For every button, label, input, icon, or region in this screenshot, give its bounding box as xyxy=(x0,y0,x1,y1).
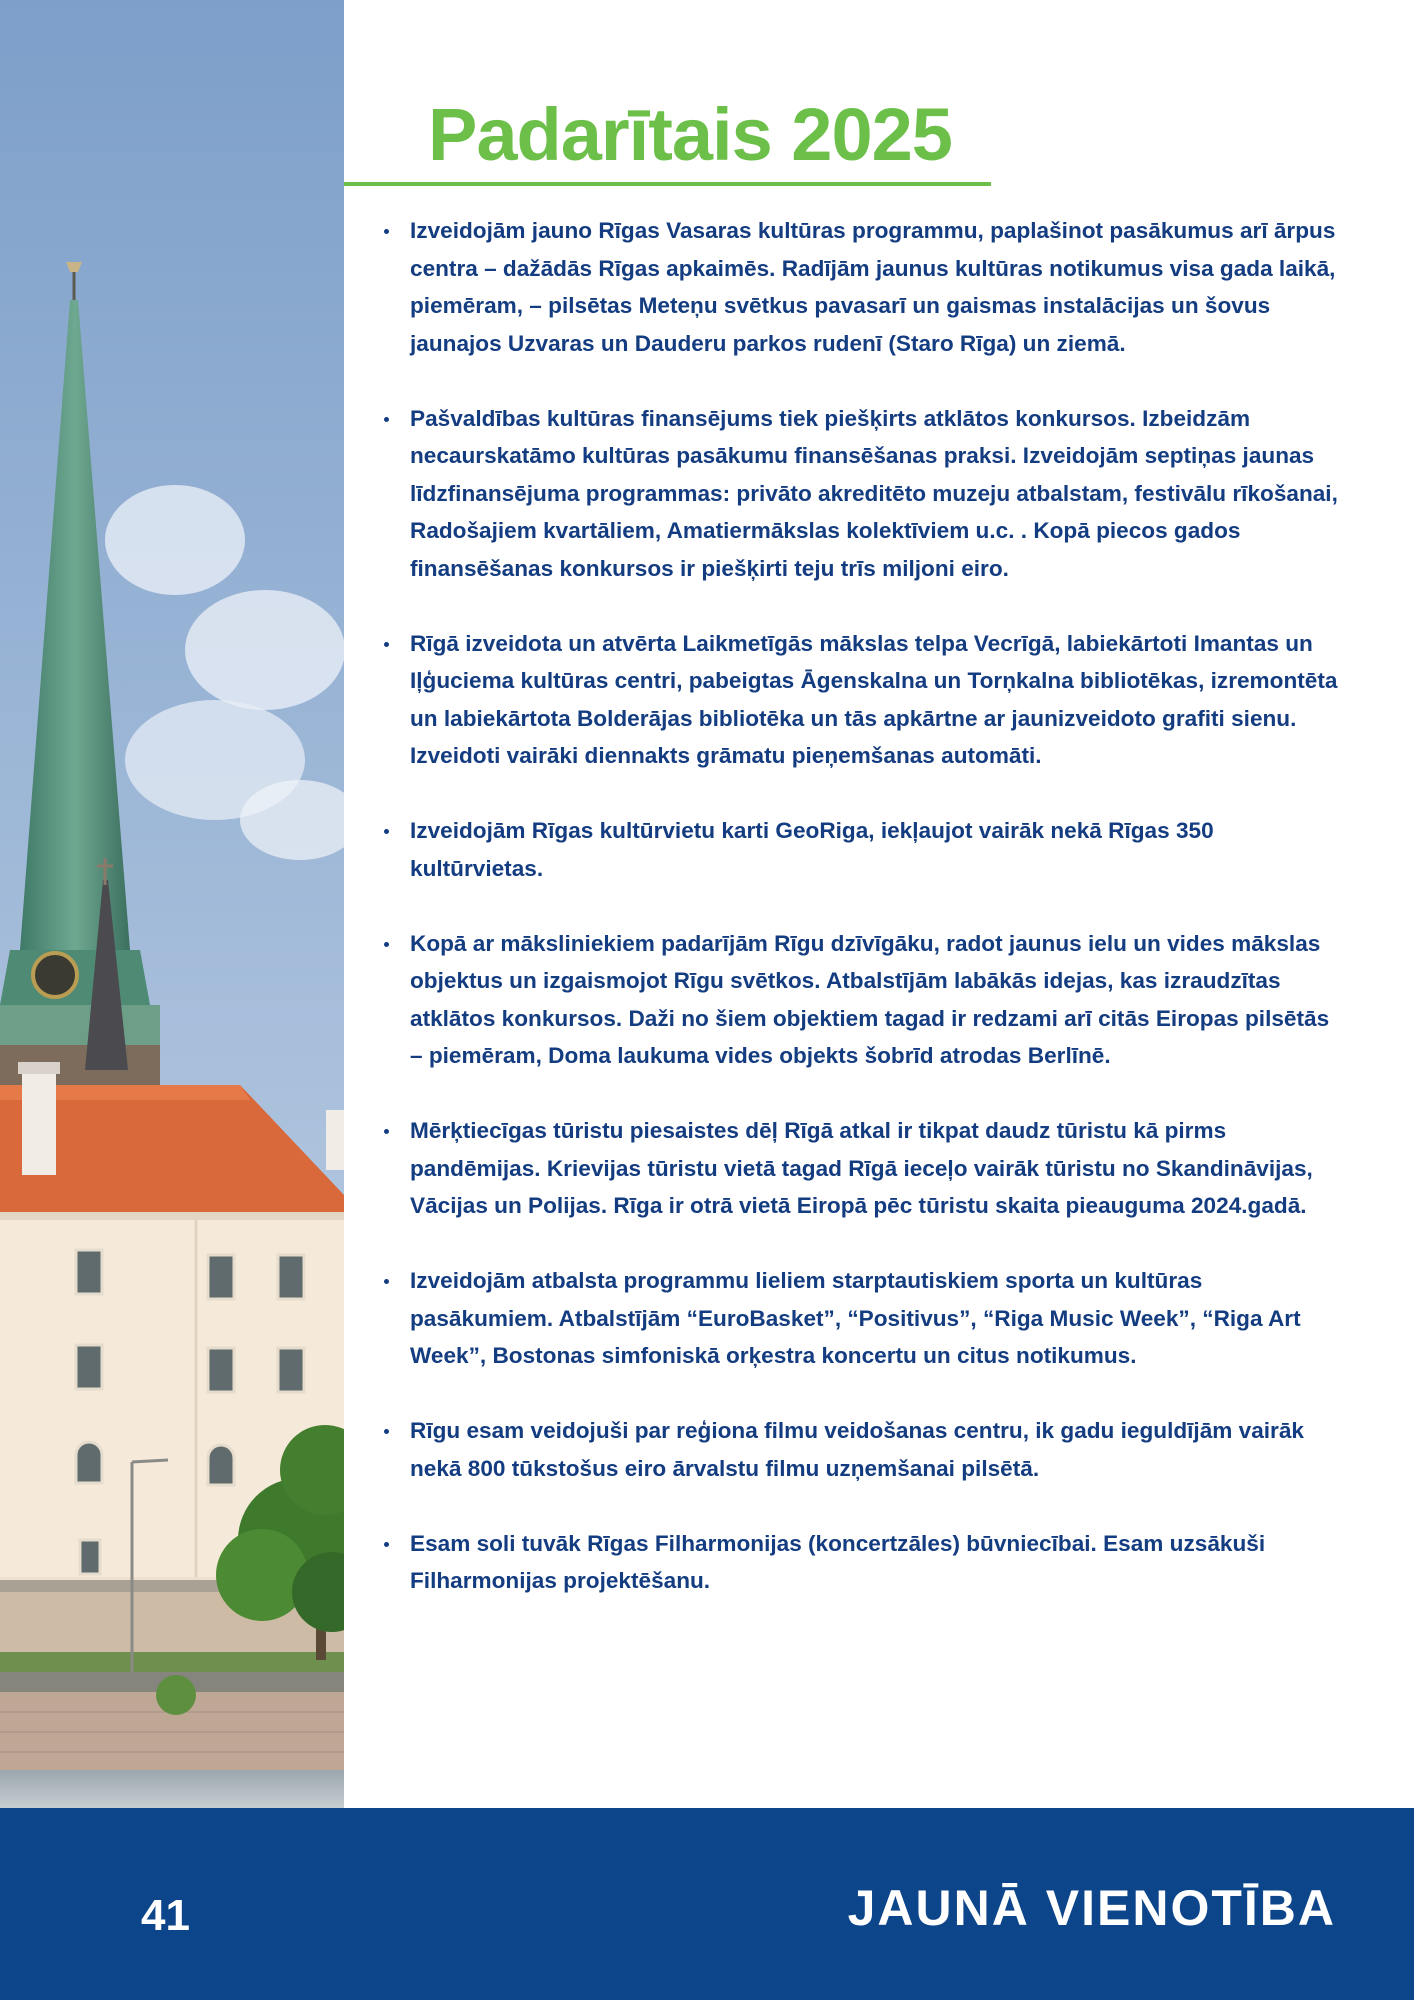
list-item xyxy=(380,1112,1340,1225)
page-number: 41 xyxy=(141,1891,190,1940)
list-item-text: Esam soli tuvāk Rīgas Filharmonijas (koncertzāles) būvniecībai. Esam uzsākuši Filharmonijas projektēšanu. xyxy=(410,1530,1266,1593)
bullet-dot-icon xyxy=(384,417,389,422)
list-item-text: Izveidojām atbalsta programmu lieliem starptautiskiem sporta un kultūras pasākumiem. Atbalstījām “EuroBasket”, “Positivus”, “Riga Music Week”, “Riga Art Week”, Bostonas simfoniskā orķestra koncertu un citus notikumus. xyxy=(410,1268,1301,1368)
bullet-dot-icon xyxy=(384,1542,389,1547)
footer-bar xyxy=(0,1808,1414,2000)
list-item xyxy=(380,1412,1340,1487)
list-item-text: Rīgā izveidota un atvērta Laikmetīgās mākslas telpa Vecrīgā, labiekārtoti Imantas un Iļģuciema kultūras centri, pabeigtas Āgenskalna un Torņkalna bibliotēkas, izremontēta un labiekārtota Bolderājas bibliotēka un tās apkārtne ar jaunizveidoto grafiti sienu. Izveidoti vairāki diennakts grāmatu pieņemšanas automāti. xyxy=(410,630,1338,768)
bullet-dot-icon xyxy=(384,829,389,834)
list-item xyxy=(380,400,1340,588)
title-underline xyxy=(344,182,991,186)
page-title: Padarītais 2025 xyxy=(428,93,952,176)
riga-castle-photo xyxy=(0,0,344,1808)
bullet-dot-icon xyxy=(384,1279,389,1284)
list-item xyxy=(380,812,1340,887)
list-item xyxy=(380,625,1340,775)
list-item xyxy=(380,1525,1340,1600)
bullet-dot-icon xyxy=(384,642,389,647)
list-item xyxy=(380,212,1340,362)
list-item-text: Izveidojām Rīgas kultūrvietu karti GeoRiga, iekļaujot vairāk nekā Rīgas 350 kultūrvietas. xyxy=(410,818,1214,881)
bullet-dot-icon xyxy=(384,1129,389,1134)
list-item-text: Mērķtiecīgas tūristu piesaistes dēļ Rīgā atkal ir tikpat daudz tūristu kā pirms pandēmijas. Krievijas tūristu vietā tagad Rīgā ieceļo vairāk tūristu no Skandināvijas, Vācijas un Polijas. Rīga ir otrā vietā Eiropā pēc tūristu skaita pieauguma 2024.gadā. xyxy=(410,1118,1313,1218)
bullet-dot-icon xyxy=(384,229,389,234)
list-item xyxy=(380,1262,1340,1375)
bullet-dot-icon xyxy=(384,1429,389,1434)
list-item-text: Izveidojām jauno Rīgas Vasaras kultūras programmu, paplašinot pasākumus arī ārpus centra – dažādās Rīgas apkaimēs. Radījām jaunus kultūras notikumus visa gada laikā, piemēram, – pilsētas Meteņu svētkus pavasarī un gaismas instalācijas un šovus jaunajos Uzvaras un Dauderu parkos rudenī (Staro Rīga) un ziemā. xyxy=(410,218,1336,356)
achievements-list xyxy=(380,212,1340,1637)
list-item xyxy=(380,925,1340,1075)
list-item-text: Rīgu esam veidojuši par reģiona filmu veidošanas centru, ik gadu ieguldījām vairāk nekā 800 tūkstošus eiro ārvalstu filmu uzņemšanai pilsētā. xyxy=(410,1418,1304,1481)
list-item-text: Kopā ar māksliniekiem padarījām Rīgu dzīvīgāku, radot jaunus ielu un vides mākslas objektus un izgaismojot Rīgu svētkos. Atbalstījām labākās idejas, kas izraudzītas atklātos konkursos. Daži no šiem objektiem tagad ir redzami arī citās Eiropas pilsētās – piemēram, Doma laukuma vides objekts šobrīd atrodas Berlīnē. xyxy=(410,930,1330,1068)
brand-logo-text: JAUNĀ VIENOTĪBA xyxy=(847,1880,1336,1936)
bullet-dot-icon xyxy=(384,942,389,947)
list-item-text: Pašvaldības kultūras finansējums tiek piešķirts atklātos konkursos. Izbeidzām necaurskatāmo kultūras pasākumu finansēšanas praksi. Izveidojām septiņas jaunas līdzfinansējuma programmas: privāto akreditēto muzeju atbalstam, festivālu rīkošanai, Radošajiem kvartāliem, Amatiermākslas kolektīviem u.c. . Kopā piecos gados finansēšanas konkursos ir piešķirti teju trīs miljoni eiro. xyxy=(410,405,1338,581)
